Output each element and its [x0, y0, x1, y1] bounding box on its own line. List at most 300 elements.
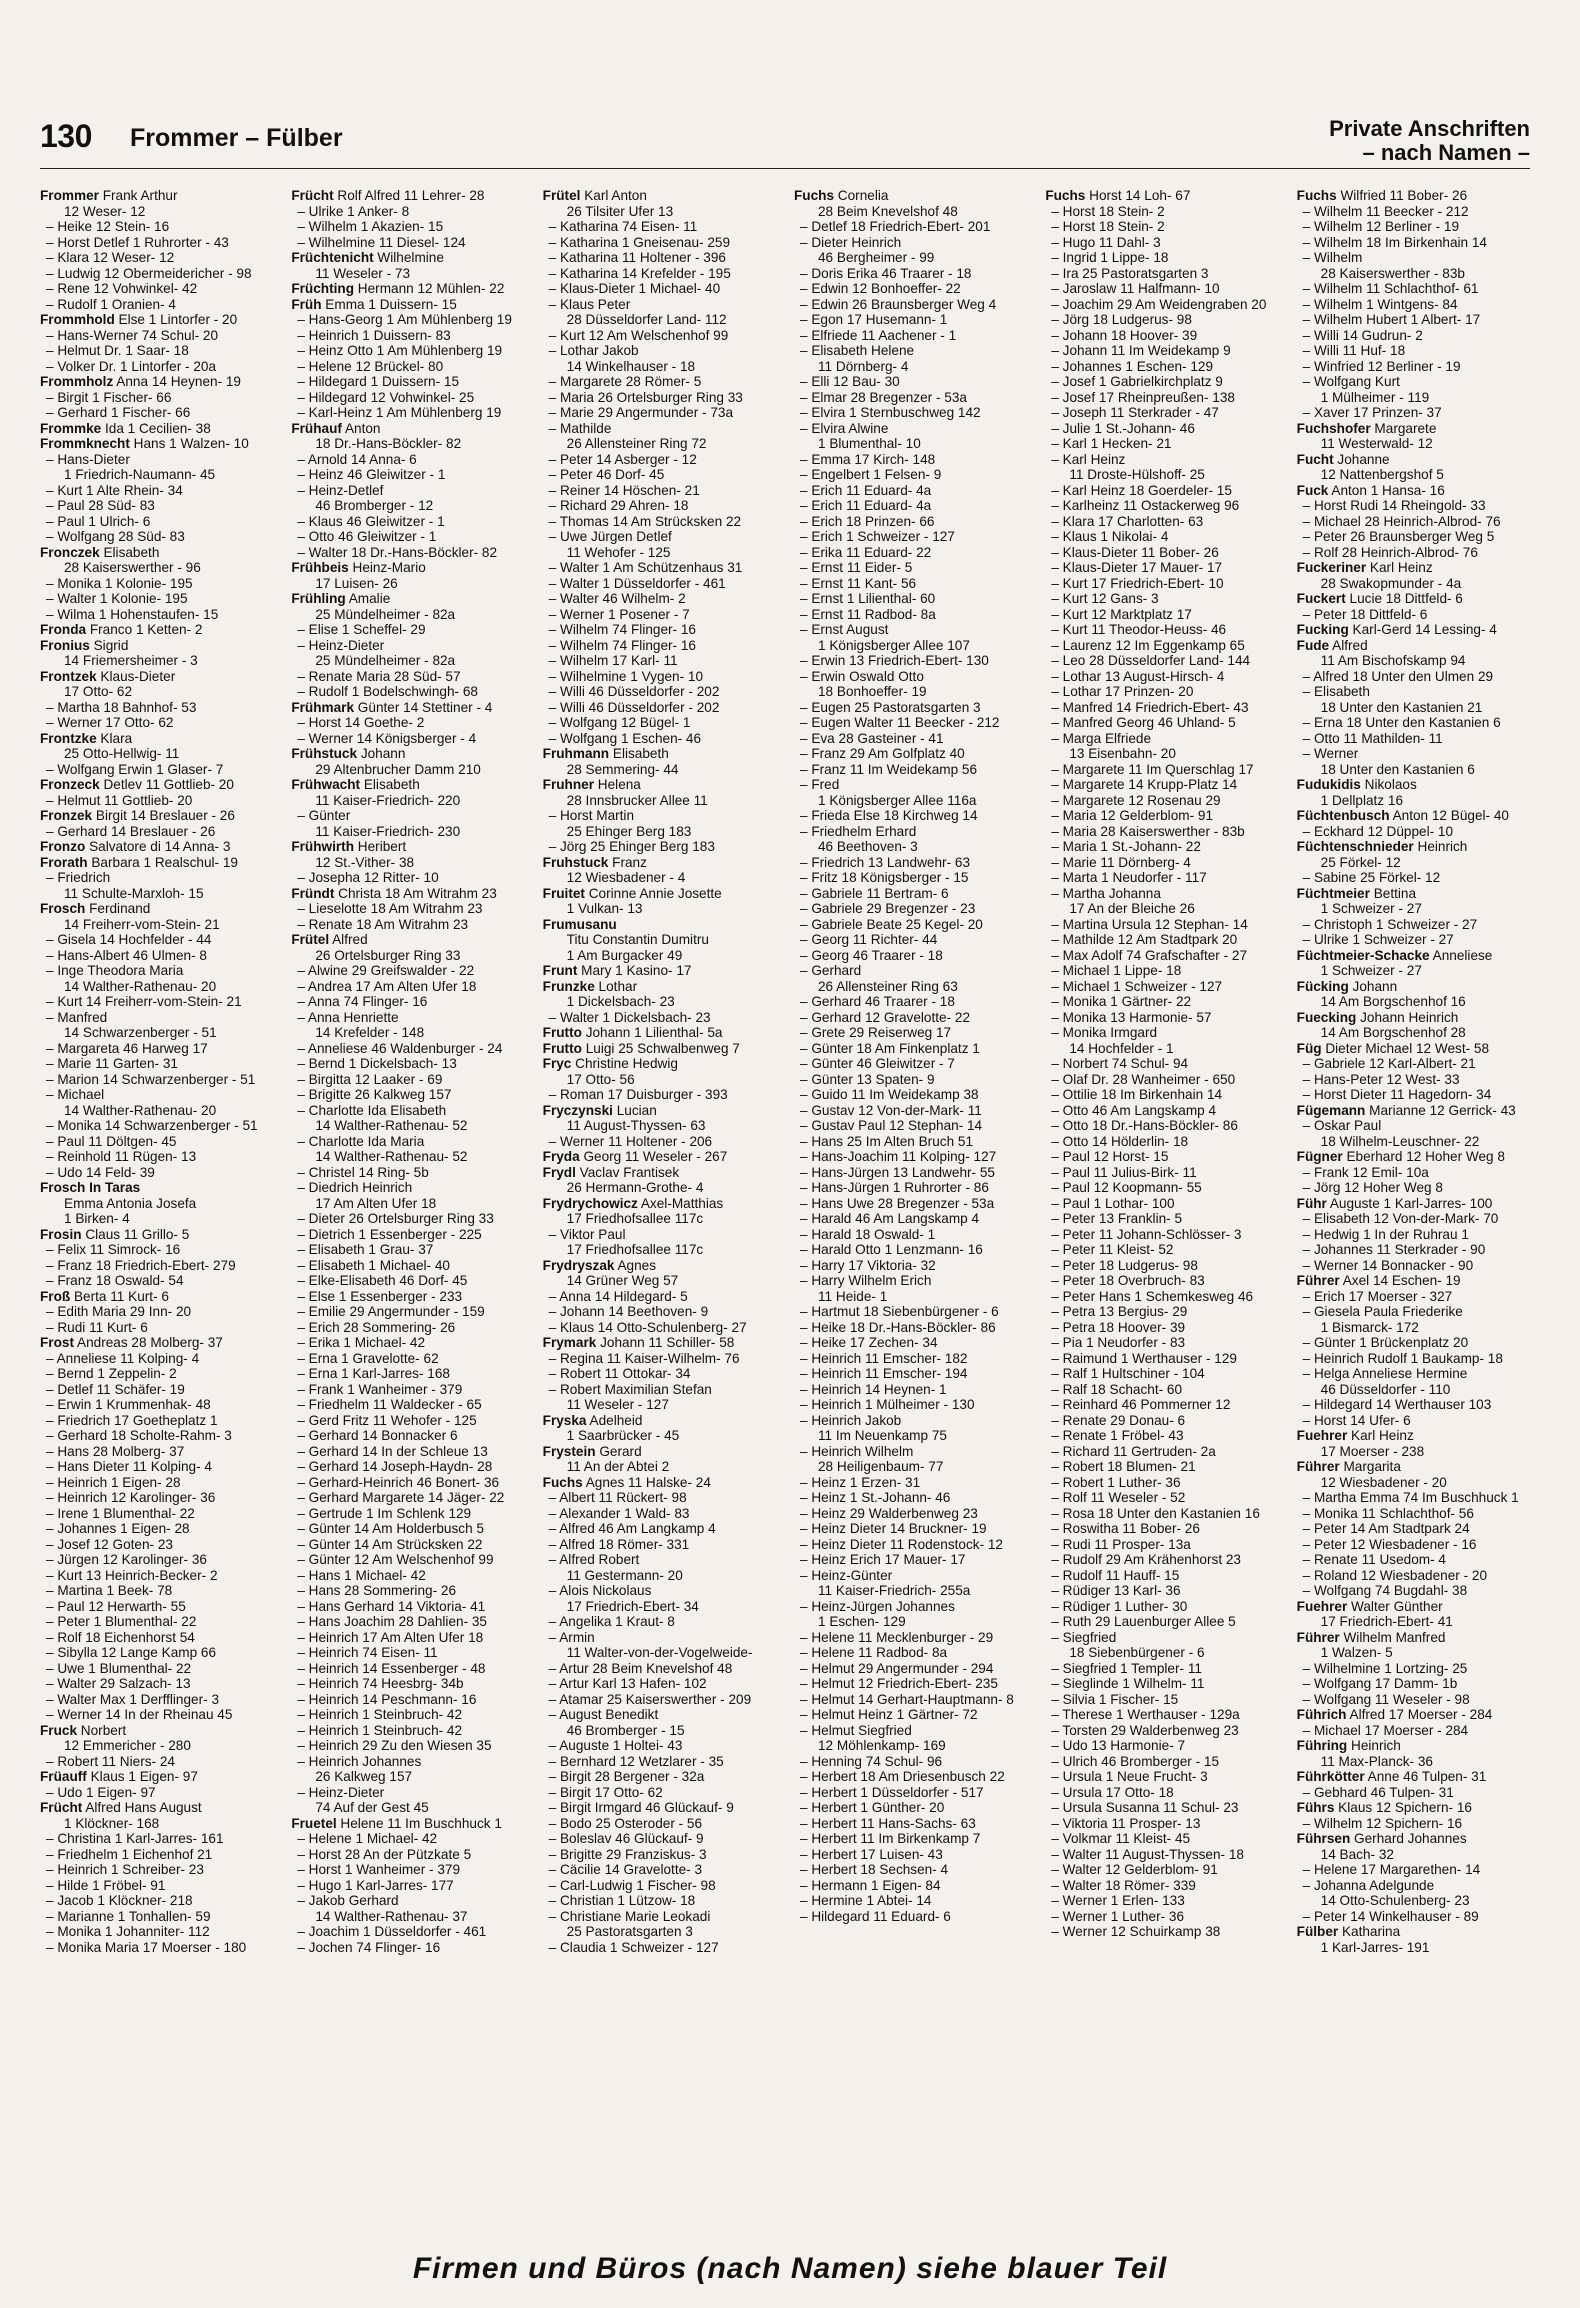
- entry-line: – Helmut 11 Gottlieb- 20: [46, 792, 193, 808]
- entry-line: – Fred: [799, 777, 840, 792]
- entry-line: 26 Allensteiner Ring 72: [566, 436, 707, 451]
- entry-line: 14 Am Borgschenhof 16: [1320, 994, 1466, 1009]
- entry-line: – Robert 18 Blumen- 21: [1051, 1459, 1196, 1474]
- entry-surname: Frunzke: [542, 978, 595, 994]
- entry-line: – Katharina 14 Krefelder - 195: [548, 265, 731, 281]
- entry-line: 28 Semmering- 44: [566, 761, 679, 777]
- directory-entry: [1297, 1800, 1540, 1816]
- entry-line: 1 Karl-Jarres- 191: [1320, 1939, 1430, 1955]
- entry-line: – Auguste 1 Holtei- 43: [548, 1738, 683, 1753]
- entry-line: – Mathilde 12 Am Stadtpark 20: [1051, 932, 1238, 947]
- entry-line: – Heinrich 12 Karolinger- 36: [46, 1490, 216, 1505]
- directory-entry: [543, 1041, 786, 1057]
- entry-surname: Fruitet: [542, 885, 585, 901]
- entry-line: 12 Emmericher - 280: [64, 1738, 191, 1753]
- entry-line: – Edith Maria 29 Inn- 20: [46, 1304, 192, 1319]
- entry-line: – Herbert 1 Düsseldorfer - 517: [799, 1784, 984, 1800]
- entry-surname: Frühmark: [291, 699, 355, 715]
- entry-line: – Kurt 12 Marktplatz 17: [1051, 606, 1192, 622]
- entry-line: – Rudi 11 Kurt- 6: [46, 1319, 148, 1335]
- entry-line: 11 Kaiser-Friedrich- 255a: [817, 1583, 971, 1598]
- entry-line: – Jacob 1 Klöckner- 218: [46, 1893, 193, 1908]
- entry-line: – Gabriele 29 Bregenzer - 23: [799, 901, 976, 916]
- entry-line: – Rosa 18 Unter den Kastanien 16: [1051, 1505, 1260, 1521]
- entry-line: – Martha Emma 74 Im Buschhuck 1: [1302, 1490, 1519, 1505]
- entry-line: – Peter 1 Blumenthal- 22: [46, 1614, 197, 1629]
- entry-line: 18 Unter den Kastanien 21: [1320, 699, 1483, 715]
- directory-entry: [543, 1413, 786, 1429]
- directory-entry: [40, 638, 283, 654]
- entry-line: 11 Wehofer - 125: [566, 544, 671, 560]
- entry-surname: Fuchs: [1045, 188, 1086, 203]
- entry-surname: Frosch: [40, 901, 86, 916]
- entry-line: – Renate 11 Usedom- 4: [1302, 1552, 1446, 1567]
- entry-surname: Führkötter: [1296, 1769, 1365, 1784]
- entry-line: – Günter 12 Am Welschenhof 99: [297, 1552, 494, 1567]
- entry-line: – Michael 17 Moerser - 284: [1302, 1722, 1469, 1738]
- entry-surname: Frontzke: [40, 730, 97, 746]
- entry-line: – Richard 29 Ahren- 18: [548, 498, 689, 513]
- entry-line: – Helmut Heinz 1 Gärtner- 72: [799, 1707, 978, 1722]
- entry-line: 28 Düsseldorfer Land- 112: [566, 312, 727, 327]
- entry-details: Gerard: [595, 1443, 642, 1459]
- entry-line: – Peter 11 Kleist- 52: [1051, 1242, 1174, 1257]
- entry-line: – Brigitte 29 Franziskus- 3: [548, 1846, 707, 1862]
- entry-line: – Detlef 18 Friedrich-Ebert- 201: [799, 219, 991, 234]
- entry-line: 17 Friedrich-Ebert- 34: [566, 1598, 699, 1614]
- entry-line: – Michael 1 Lippe- 18: [1051, 963, 1182, 978]
- entry-line: – Erich 28 Sommering- 26: [297, 1319, 456, 1335]
- entry-details: Christine Hedwig: [571, 1056, 678, 1071]
- entry-line: – Rolf 28 Heinrich-Albrod- 76: [1302, 544, 1478, 560]
- directory-entry: [40, 901, 283, 917]
- entry-line: – Brigitte 26 Kalkweg 157: [297, 1087, 452, 1102]
- directory-entry: [291, 188, 534, 204]
- entry-details: Axel-Matthias: [637, 1195, 724, 1211]
- entry-line: – Silvia 1 Fischer- 15: [1051, 1691, 1179, 1707]
- entry-line: – Gerhard 18 Scholte-Rahm- 3: [46, 1428, 232, 1443]
- entry-surname: Fryczynski: [542, 1102, 613, 1118]
- entry-line: – Maria 12 Gelderblom- 91: [1051, 808, 1214, 823]
- directory-entry: [40, 808, 283, 824]
- entry-line: – Elisabeth: [1302, 684, 1370, 699]
- entry-surname: Führsen: [1296, 1831, 1351, 1846]
- entry-surname: Fuckert: [1296, 591, 1346, 606]
- entry-line: – Gebhard 46 Tulpen- 31: [1302, 1784, 1454, 1800]
- entry-details: Klara: [96, 730, 133, 746]
- entry-line: 18 Siebenbürgener - 6: [1069, 1645, 1205, 1660]
- entry-line: – Gerhard Margarete 14 Jäger- 22: [297, 1490, 505, 1505]
- entry-line: – Wilhelmine 1 Vygen- 10: [548, 668, 704, 684]
- entry-line: – Walter 1 Kolonie- 195: [46, 591, 188, 606]
- entry-details: Frank Arthur: [98, 188, 178, 203]
- entry-surname: Füchtmeier-Schacke: [1296, 947, 1430, 963]
- entry-line: 29 Altenbrucher Damm 210: [315, 761, 481, 777]
- entry-line: – Jörg 25 Ehinger Berg 183: [548, 839, 715, 854]
- entry-line: – Heike 12 Stein- 16: [46, 219, 170, 234]
- entry-surname: Früchting: [291, 281, 355, 296]
- entry-line: – Monika 13 Harmonie- 57: [1051, 1009, 1212, 1025]
- entry-line: – Karl Heinz 18 Goerdeler- 15: [1051, 482, 1232, 498]
- entry-line: 11 Westerwald- 12: [1320, 436, 1433, 451]
- directory-entry: [1297, 1630, 1540, 1646]
- entry-line: – Winfried 12 Berliner - 19: [1302, 358, 1461, 374]
- directory-column: [1297, 188, 1540, 2228]
- entry-line: 1 Walzen- 5: [1320, 1645, 1393, 1660]
- entry-line: – Maria 28 Kaiserswerther - 83b: [1051, 823, 1245, 839]
- entry-line: – Gerd Fritz 11 Wehofer - 125: [297, 1412, 477, 1428]
- entry-line: – Erich 17 Moerser - 327: [1302, 1288, 1453, 1304]
- entry-line: – Hans-Dieter: [46, 451, 130, 467]
- entry-line: – Friedrich 13 Landwehr- 63: [799, 854, 970, 870]
- entry-line: – Henning 74 Schul- 96: [799, 1753, 943, 1769]
- entry-line: – Heinrich 11 Emscher- 194: [799, 1366, 968, 1381]
- entry-details: Anton 12 Bügel- 40: [1389, 808, 1509, 823]
- entry-line: – Martha 18 Bahnhof- 53: [46, 699, 197, 715]
- directory-entry: [40, 1800, 283, 1816]
- entry-line: – Marie 11 Garten- 31: [46, 1056, 178, 1071]
- entry-details: Andreas 28 Molberg- 37: [73, 1335, 223, 1350]
- entry-details: Sigrid: [89, 637, 129, 653]
- entry-line: – Josef 1 Gabrielkirchplatz 9: [1051, 374, 1223, 389]
- directory-entry: [40, 669, 283, 685]
- entry-surname: Frontzek: [40, 668, 97, 684]
- entry-details: Johann 1 Lilienthal- 5a: [581, 1025, 723, 1040]
- entry-surname: Fügemann: [1296, 1102, 1366, 1118]
- entry-line: – Monika 1 Gärtner- 22: [1051, 994, 1192, 1009]
- entry-line: – Ursula 17 Otto- 18: [1051, 1784, 1174, 1800]
- directory-entry: [1297, 452, 1540, 468]
- entry-line: – Ernst 11 Radbod- 8a: [799, 606, 936, 622]
- entry-line: – Michael 28 Heinrich-Albrod- 76: [1302, 513, 1501, 529]
- entry-surname: Frütel: [291, 932, 330, 947]
- entry-details: Christa 18 Am Witrahm 23: [334, 885, 497, 901]
- entry-line: – Renate 18 Am Witrahm 23: [297, 916, 469, 932]
- entry-details: Anton 1 Hansa- 16: [1328, 482, 1445, 498]
- entry-line: – Hans Joachim 28 Dahlien- 35: [297, 1614, 487, 1629]
- entry-line: – Udo 13 Harmonie- 7: [1051, 1738, 1186, 1753]
- entry-line: – Monika Irmgard: [1051, 1025, 1158, 1040]
- entry-line: – Heinrich 17 Am Alten Ufer 18: [297, 1629, 484, 1645]
- entry-line: – Rudolf 1 Bodelschwingh- 68: [297, 684, 478, 699]
- entry-line: – Kurt 14 Freiherr-vom-Stein- 21: [46, 994, 242, 1009]
- entry-line: 1 Friedrich-Naumann- 45: [64, 467, 216, 482]
- entry-line: – Wolfgang 1 Eschen- 46: [548, 730, 702, 746]
- entry-line: – Helene 11 Mecklenburger - 29: [799, 1629, 994, 1645]
- entry-line: – Christina 1 Karl-Jarres- 161: [46, 1831, 224, 1846]
- entry-surname: Füchtenschnieder: [1296, 839, 1414, 854]
- entry-surname: Fronius: [40, 637, 90, 653]
- entry-line: – Karl-Heinz 1 Am Mühlenberg 19: [297, 405, 502, 420]
- entry-surname: Fronzeck: [40, 777, 100, 792]
- entry-line: – Heinrich 74 Heesbrg- 34b: [297, 1676, 464, 1691]
- entry-line: – Peter 18 Ludgerus- 98: [1051, 1257, 1198, 1273]
- entry-line: – Elvira 1 Sternbuschweg 142: [799, 405, 981, 420]
- entry-line: – Harald 18 Oswald- 1: [799, 1226, 936, 1242]
- entry-line: – Heinrich 1 Steinbruch- 42: [297, 1722, 463, 1738]
- entry-line: – Hans Uwe 28 Bregenzer - 53a: [799, 1195, 995, 1211]
- entry-line: – Gerhard 1 Fischer- 66: [46, 405, 191, 420]
- entry-line: – Peter 14 Winkelhauser - 89: [1302, 1908, 1479, 1924]
- entry-line: – Günter 46 Gleiwitzer - 7: [799, 1056, 955, 1071]
- entry-line: 1 Königsberger Allee 116a: [817, 792, 977, 808]
- entry-line: – Wilma 1 Hohenstaufen- 15: [46, 606, 219, 622]
- entry-line: – Heike 18 Dr.-Hans-Böckler- 86: [799, 1319, 996, 1335]
- entry-line: – Marga Elfriede: [1051, 730, 1152, 746]
- entry-surname: Fuehrer: [1296, 1428, 1348, 1443]
- entry-details: Norbert: [77, 1722, 127, 1738]
- entry-details: Rolf Alfred 11 Lehrer- 28: [333, 188, 485, 203]
- entry-line: 11 Heide- 1: [817, 1288, 888, 1304]
- entry-line: 1 Am Burgacker 49: [566, 947, 683, 963]
- directory-entry: [40, 1769, 283, 1785]
- directory-entry: [40, 421, 283, 437]
- entry-surname: Führer: [1296, 1459, 1340, 1474]
- entry-line: – Ulrich 46 Bromberger - 15: [1051, 1753, 1220, 1769]
- directory-entry: [1297, 1041, 1540, 1057]
- entry-line: – Elisabeth Helene: [799, 343, 915, 358]
- entry-line: – Klaus-Dieter 11 Bober- 26: [1051, 544, 1219, 560]
- entry-surname: Früchtenicht: [291, 250, 374, 265]
- entry-line: – Wilhelm 17 Karl- 11: [548, 653, 678, 668]
- entry-line: – Robert 1 Luther- 36: [1051, 1474, 1181, 1490]
- entry-line: – Mathilde: [548, 420, 612, 436]
- directory-entry: [794, 188, 1037, 204]
- entry-line: – Walter 18 Römer- 339: [1051, 1877, 1196, 1893]
- entry-line: – Hildegard 12 Vohwinkel- 25: [297, 389, 475, 405]
- directory-entry: [291, 1816, 534, 1832]
- header-rule: [40, 168, 1530, 169]
- entry-line: – Eckhard 12 Düppel- 10: [1302, 823, 1454, 839]
- entry-line: 1 Mülheimer - 119: [1320, 389, 1430, 405]
- entry-line: 12 St.-Vither- 38: [315, 854, 415, 870]
- entry-line: – Margarete 11 Im Querschlag 17: [1051, 761, 1254, 777]
- entry-line: – Michael: [46, 1087, 105, 1102]
- entry-line: – Egon 17 Husemann- 1: [799, 312, 948, 327]
- entry-line: – Walter 11 August-Thyssen- 18: [1051, 1846, 1244, 1862]
- entry-line: – Artur Karl 13 Hafen- 102: [548, 1676, 707, 1691]
- entry-line: – Hans-Peter 12 West- 33: [1302, 1071, 1460, 1087]
- entry-line: – Heinrich 74 Eisen- 11: [297, 1645, 438, 1660]
- entry-line: – Dieter Heinrich: [799, 234, 902, 250]
- entry-surname: Fruhner: [542, 777, 595, 792]
- entry-line: 17 Friedhofsallee 117c: [566, 1211, 704, 1226]
- entry-details: Karl Heinz: [1366, 560, 1433, 575]
- entry-surname: Früauff: [40, 1769, 87, 1784]
- entry-line: – Paul 28 Süd- 83: [46, 498, 155, 513]
- entry-surname: Frydrychowicz: [542, 1195, 638, 1211]
- entry-surname: Führer: [1296, 1273, 1340, 1288]
- entry-surname: Fügner: [1296, 1149, 1343, 1164]
- entry-details: Lucie 18 Dittfeld- 6: [1345, 591, 1463, 606]
- entry-line: – Willi 46 Düsseldorfer - 202: [548, 699, 720, 715]
- entry-line: – Erika 1 Michael- 42: [297, 1335, 426, 1350]
- entry-line: – Hans Dieter 11 Kolping- 4: [46, 1459, 212, 1474]
- entry-surname: Fucht: [1296, 451, 1334, 467]
- entry-details: Heribert: [354, 839, 407, 854]
- entry-line: – Erich 18 Prinzen- 66: [799, 513, 935, 529]
- entry-surname: Füg: [1296, 1040, 1322, 1056]
- entry-line: – Lothar 13 August-Hirsch- 4: [1051, 668, 1225, 684]
- entry-line: – Richard 11 Gertruden- 2a: [1051, 1443, 1216, 1459]
- entry-line: – Frank 1 Wanheimer - 379: [297, 1381, 463, 1397]
- entry-line: – Gerhard 46 Traarer - 18: [799, 994, 955, 1009]
- directory-entry: [291, 700, 534, 716]
- entry-line: 46 Beethoven- 3: [817, 839, 918, 854]
- entry-line: – Heinrich 1 Eigen- 28: [46, 1474, 181, 1490]
- page-number: 130: [40, 118, 92, 154]
- directory-column: [291, 188, 534, 2228]
- directory-entry: [543, 855, 786, 871]
- directory-entry: [543, 1149, 786, 1165]
- entry-line: – Reiner 14 Höschen- 21: [548, 482, 700, 498]
- entry-details: Alfred 17 Moerser - 284: [1346, 1707, 1493, 1722]
- entry-details: Ferdinand: [85, 901, 151, 916]
- entry-line: – Helga Anneliese Hermine: [1302, 1366, 1468, 1381]
- entry-details: Günter 14 Stettiner - 4: [354, 699, 493, 715]
- entry-line: – Bernd 1 Dickelsbach- 13: [297, 1056, 457, 1071]
- entry-surname: Frommhold: [40, 312, 115, 327]
- entry-line: – Paul 11 Döltgen- 45: [46, 1133, 177, 1149]
- directory-columns: [40, 188, 1540, 2228]
- entry-line: – Hildegard 1 Duissern- 15: [297, 374, 460, 389]
- entry-line: – Klaus-Dieter 1 Michael- 40: [548, 281, 721, 296]
- entry-line: – Wolfgang 12 Bügel- 1: [548, 715, 691, 730]
- entry-line: – Felix 11 Simrock- 16: [46, 1242, 181, 1257]
- entry-details: Claus 11 Grillo- 5: [81, 1226, 190, 1242]
- entry-line: 12 Weser- 12: [64, 203, 146, 219]
- entry-line: – Katharina 1 Gneisenau- 259: [548, 234, 731, 250]
- entry-line: – Carl-Ludwig 1 Fischer- 98: [548, 1877, 716, 1893]
- directory-entry: [40, 545, 283, 561]
- entry-line: – Claudia 1 Schweizer - 127: [548, 1939, 719, 1955]
- entry-line: 14 Walther-Rathenau- 37: [315, 1908, 468, 1924]
- entry-line: 46 Bergheimer - 99: [817, 250, 935, 265]
- entry-surname: Frommke: [40, 420, 102, 436]
- entry-line: 25 Ehinger Berg 183: [566, 823, 692, 839]
- directory-entry: [1297, 948, 1540, 964]
- entry-line: – Siegfried 1 Templer- 11: [1051, 1660, 1202, 1676]
- entry-line: – Karlheinz 11 Ostackerweg 96: [1051, 498, 1240, 513]
- entry-line: – Hans-Joachim 11 Kolping- 127: [799, 1149, 997, 1164]
- entry-line: – Elise 1 Scheffel- 29: [297, 622, 426, 637]
- directory-entry: [1297, 1103, 1540, 1119]
- directory-entry: [40, 839, 283, 855]
- directory-entry: [1297, 1428, 1540, 1444]
- entry-line: – Werner 17 Otto- 62: [46, 715, 174, 730]
- entry-line: – Heinz-Günter: [799, 1567, 893, 1583]
- entry-surname: Fruck: [40, 1722, 78, 1738]
- entry-line: – Alois Nickolaus: [548, 1583, 652, 1598]
- entry-details: Anne 46 Tulpen- 31: [1364, 1769, 1487, 1784]
- entry-line: – Heinrich 14 Heynen- 1: [799, 1381, 947, 1397]
- entry-line: – Franz 18 Friedrich-Ebert- 279: [46, 1257, 236, 1273]
- entry-line: – Christian 1 Lützow- 18: [548, 1893, 696, 1908]
- entry-line: 1 Dellplatz 16: [1320, 792, 1404, 808]
- entry-line: 11 Kaiser-Friedrich- 230: [315, 823, 461, 839]
- entry-details: Corinne Annie Josette: [584, 885, 722, 901]
- entry-line: – Werner 1 Luther- 36: [1051, 1908, 1185, 1924]
- entry-details: Karl-Gerd 14 Lessing- 4: [1348, 622, 1497, 637]
- entry-line: – Hugo 1 Karl-Jarres- 177: [297, 1877, 454, 1893]
- entry-line: 1 Blumenthal- 10: [817, 436, 921, 451]
- entry-line: – Julie 1 St.-Johann- 46: [1051, 420, 1195, 436]
- entry-line: – Marie 11 Dörnberg- 4: [1051, 854, 1191, 870]
- entry-line: – Ludwig 12 Obermeidericher - 98: [46, 265, 252, 281]
- entry-line: – Heinz Erich 17 Mauer- 17: [799, 1552, 966, 1567]
- entry-line: – Margareta 46 Harweg 17: [46, 1040, 208, 1056]
- entry-line: 25 Mündelheimer - 82a: [315, 606, 456, 622]
- entry-line: – Helene 11 Radbod- 8a: [799, 1645, 948, 1660]
- entry-line: – Heinrich 14 Peschmann- 16: [297, 1691, 477, 1707]
- entry-line: 26 Ortelsburger Ring 33: [315, 947, 461, 963]
- entry-line: – Alfred 46 Am Langkamp 4: [548, 1521, 716, 1536]
- entry-line: – Ingrid 1 Lippe- 18: [1051, 250, 1169, 265]
- entry-line: – Marianne 1 Tonhallen- 59: [46, 1908, 211, 1924]
- footer-note: Firmen und Büros (nach Namen) siehe blauer Teil: [412, 2252, 1168, 2285]
- directory-entry: [1297, 638, 1540, 654]
- entry-line: 14 Walther-Rathenau- 20: [64, 1102, 217, 1118]
- entry-details: Heinrich: [1413, 839, 1468, 854]
- entry-line: – Udo 1 Eigen- 97: [46, 1784, 156, 1800]
- directory-entry: [543, 1056, 786, 1072]
- entry-line: – Lothar 17 Prinzen- 20: [1051, 684, 1194, 699]
- directory-entry: [1297, 1599, 1540, 1615]
- entry-line: – Klaus 46 Gleiwitzer - 1: [297, 513, 445, 529]
- entry-line: – Ulrike 1 Anker- 8: [297, 203, 410, 219]
- entry-line: – Helene 1 Michael- 42: [297, 1831, 438, 1846]
- entry-line: – Klaus 1 Nikolai- 4: [1051, 529, 1169, 544]
- directory-entry: [291, 297, 534, 313]
- entry-line: – Birgit 1 Fischer- 66: [46, 389, 172, 405]
- entry-line: – Klara 17 Charlotten- 63: [1051, 513, 1204, 529]
- directory-entry: [40, 374, 283, 390]
- entry-line: – Charlotte Ida Elisabeth: [297, 1102, 447, 1118]
- entry-line: – Hildegard 14 Werthauser 103: [1302, 1397, 1492, 1412]
- entry-details: Alfred Hans August: [82, 1800, 202, 1815]
- entry-details: Alfred: [1329, 637, 1368, 653]
- directory-entry: [1297, 1196, 1540, 1212]
- entry-details: Else 1 Lintorfer - 20: [114, 312, 238, 327]
- directory-entry: [543, 1025, 786, 1041]
- entry-surname: Fuckeriner: [1296, 560, 1367, 575]
- entry-line: – Harald 46 Am Langskamp 4: [799, 1211, 980, 1226]
- entry-details: Margarita: [1339, 1459, 1401, 1474]
- entry-line: – Herbert 11 Im Birkenkamp 7: [799, 1831, 981, 1846]
- entry-details: Luigi 25 Schwalbenweg 7: [581, 1040, 740, 1056]
- directory-entry: [291, 746, 534, 762]
- entry-line: – Peter 46 Dorf- 45: [548, 467, 665, 482]
- entry-line: 14 Schwarzenberger - 51: [64, 1025, 217, 1040]
- entry-line: – Werner 1 Posener - 7: [548, 606, 690, 622]
- entry-details: Walter Günther: [1347, 1598, 1443, 1614]
- entry-line: – Peter 18 Overbruch- 83: [1051, 1273, 1205, 1288]
- entry-surname: Fronczek: [40, 544, 100, 560]
- entry-line: 14 Krefelder - 148: [315, 1025, 425, 1040]
- entry-line: – Dieter 26 Ortelsburger Ring 33: [297, 1211, 494, 1226]
- entry-details: Anna 14 Heynen- 19: [113, 374, 241, 389]
- entry-line: – Johann 18 Hoover- 39: [1051, 327, 1198, 343]
- entry-surname: Frystein: [542, 1443, 596, 1459]
- entry-line: – Monika 1 Kolonie- 195: [46, 575, 193, 591]
- entry-line: – Ottilie 18 Im Birkenhain 14: [1051, 1087, 1223, 1102]
- entry-line: – Rudi 11 Prosper- 13a: [1051, 1536, 1191, 1552]
- entry-line: – Friedrich: [46, 870, 111, 885]
- entry-details: Margarete: [1370, 420, 1437, 436]
- entry-surname: Fryska: [542, 1412, 587, 1428]
- entry-line: – Johannes 11 Sterkrader - 90: [1302, 1242, 1486, 1257]
- directory-entry: [1297, 1769, 1540, 1785]
